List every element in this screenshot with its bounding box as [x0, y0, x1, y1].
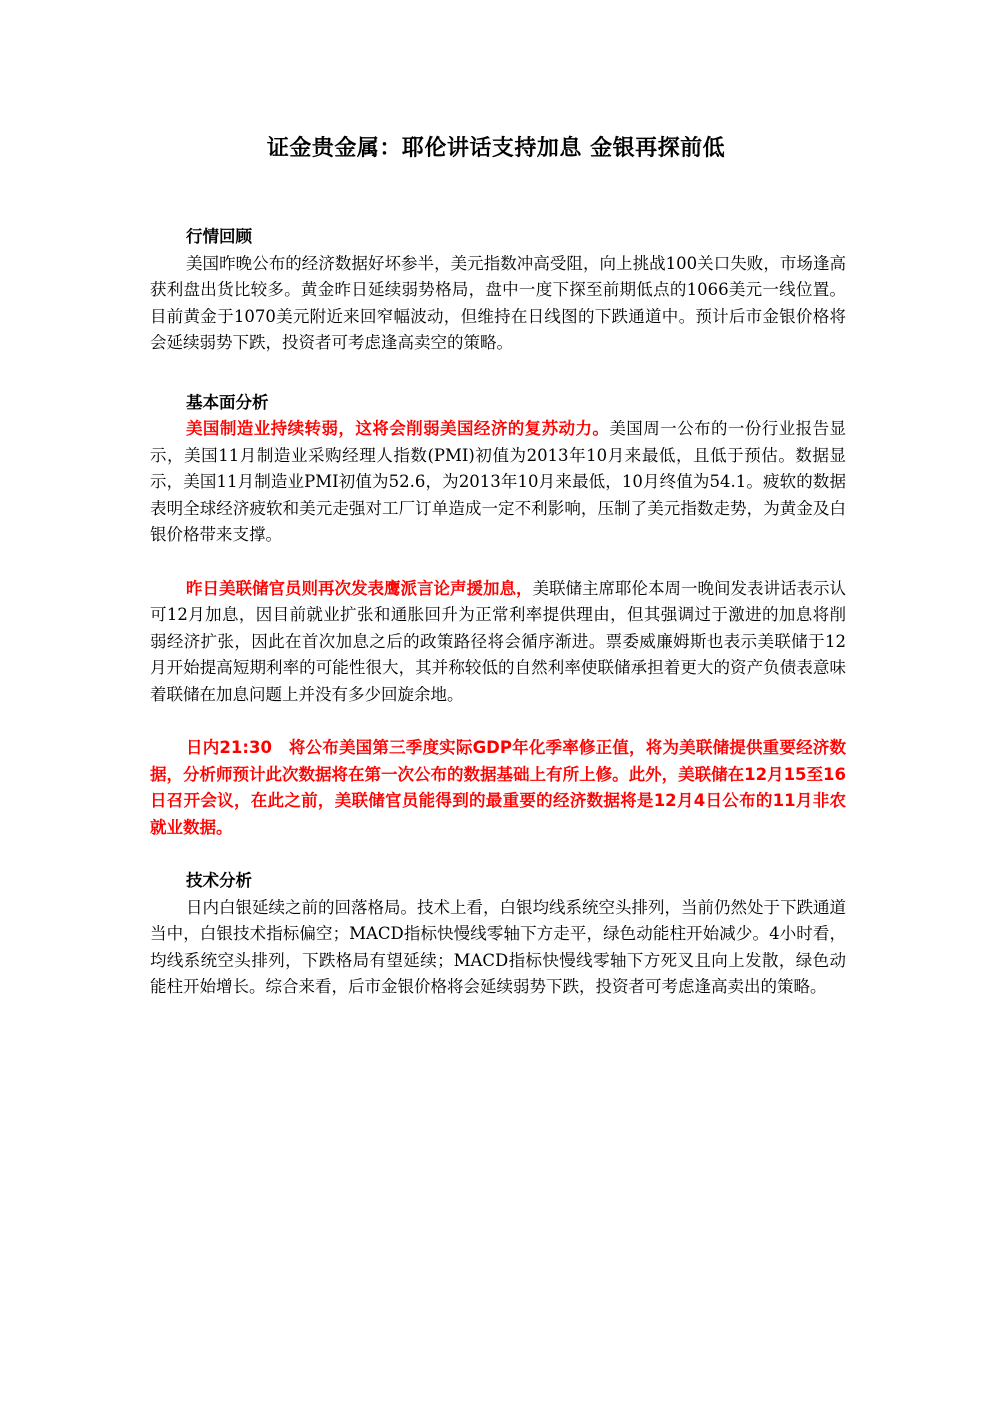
spacer: [150, 549, 846, 576]
spacer: [150, 841, 846, 868]
document-body: [150, 224, 846, 1001]
section-heading-fundamental: 基本面分析: [186, 392, 269, 412]
section-heading-technical: 技术分析: [186, 871, 252, 890]
paragraph-fundamental-1: [150, 416, 846, 549]
body-text: 美联储主席耶伦本周一晚间发表讲话表示认可12月加息，因目前就业扩张和通胀回升为正常利率提供理由，但其强调过于激进的加息将削弱经济扩张，因此在首次加息之后的政策路径将会循序渐进。票委威廉姆斯也表示美联储于12月开始提高短期利率的可能性很大，其并称较低的自然利率使联储承担着更大的资产负债表意味着联储在加息问题上并没有多少回旋余地。: [150, 578, 846, 704]
document-title: 证金贵金属：耶伦讲话支持加息 金银再探前低: [266, 136, 726, 161]
highlight-text: 昨日美联储官员则再次发表鹰派言论声援加息，: [186, 578, 533, 598]
paragraph-review: 美国昨晚公布的经济数据好坏参半，美元指数冲高受阻，向上挑战100关口失败，市场逢高获利盘出货比较多。黄金昨日延续弱势格局，盘中一度下探至前期低点的1066美元一线位置。目前黄金于1070美元附近来回窄幅波动，但维持在日线图的下跌通道中。预计后市金银价格将会延续弱势下跌，投资者可考虑逢高卖空的策略。: [150, 253, 846, 352]
spacer: [150, 708, 846, 735]
highlight-text: 美国制造业持续转弱，这将会削弱美国经济的复苏动力。: [186, 419, 610, 438]
paragraph-fundamental-3: 日内21:30 将公布美国第三季度实际GDP年化季率修正值，将为美联储提供重要经济数据，分析师预计此次数据将在第一次公布的数据基础上有所上修。此外，美联储在12月15至16日召开会议，在此之前，美联储官员能得到的最重要的经济数据将是12月4日公布的11月非农就业数据。: [150, 738, 846, 837]
paragraph-technical: 日内白银延续之前的回落格局。技术上看，白银均线系统空头排列，当前仍然处于下跌通道当中，白银技术指标偏空；MACD指标快慢线零轴下方走平，绿色动能柱开始减少。4小时看，均线系统空头排列，下跌格局有望延续；MACD指标快慢线零轴下方死叉且向上发散，绿色动能柱开始增长。综合来看，后市金银价格将会延续弱势下跌，投资者可考虑逢高卖出的策略。: [150, 897, 846, 996]
body-text: 美国周一公布的一份行业报告显示，美国11月制造业采购经理人指数(PMI)初值为2013年10月来最低，且低于预估。数据显示，美国11月制造业PMI初值为52.6，为2013年10月来最低，10月终值为54.1。疲软的数据表明全球经济疲软和美元走强对工厂订单造成一定不利影响，压制了美元指数走势，为黄金及白银价格带来支撑。: [150, 419, 847, 544]
spacer: [150, 357, 846, 390]
paragraph-fundamental-2: [150, 576, 846, 709]
section-heading-review: 行情回顾: [186, 227, 252, 246]
